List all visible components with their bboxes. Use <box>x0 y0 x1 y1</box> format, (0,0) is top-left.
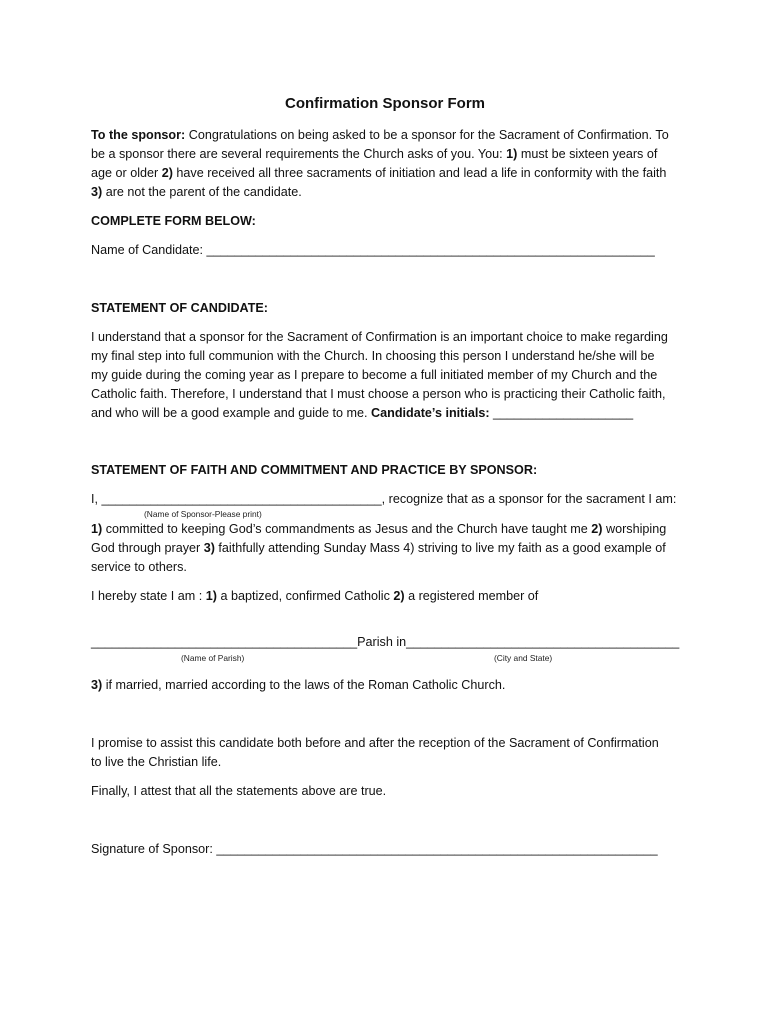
promise-line-2: to live the Christian life. <box>91 755 222 769</box>
complete-form-heading: COMPLETE FORM BELOW: <box>91 214 256 228</box>
sponsor-signature-field[interactable]: Signature of Sponsor: _______________________________________________________________ <box>91 842 658 856</box>
statement-candidate-heading: STATEMENT OF CANDIDATE: <box>91 301 268 315</box>
candidate-statement-line-2: my final step into full communion with the Church. In choosing this person I understand he/she will be <box>91 349 655 363</box>
candidate-initials-field[interactable]: ____________________ <box>489 406 634 420</box>
candidate-initials-label: Candidate’s initials: <box>371 406 490 420</box>
form-title: Confirmation Sponsor Form <box>285 95 485 112</box>
sponsor-commitment-line-3: service to others. <box>91 560 187 574</box>
intro-label: To the sponsor: <box>91 128 186 142</box>
promise-line-1: I promise to assist this candidate both before and after the reception of the Sacrament of Confirmation <box>91 736 659 750</box>
candidate-statement-line-5: and who will be a good example and guide to me. Candidate’s initials: ____________________ <box>91 406 634 420</box>
parish-field[interactable]: ______________________________________Parish in_______________________________________ <box>91 635 680 649</box>
statement-sponsor-heading: STATEMENT OF FAITH AND COMMITMENT AND PRACTICE BY SPONSOR: <box>91 463 538 477</box>
candidate-statement-line-4: Catholic faith. Therefore, I understand that I must choose a person who is practicing their Catholic faith, <box>91 387 666 401</box>
sponsor-commitment-line-2: God through prayer 3) faithfully attending Sunday Mass 4) striving to live my faith as a good example of <box>91 541 666 555</box>
intro-line-2: be a sponsor there are several requirements the Church asks of you. You: 1) must be sixteen years of <box>91 147 658 161</box>
sponsor-commitment-line-1: 1) committed to keeping God’s commandments as Jesus and the Church have taught me 2) worshiping <box>91 522 667 536</box>
candidate-statement-line-3: my guide during the coming year as I prepare to become a full initiated member of my Church and the <box>91 368 658 382</box>
sponsor-name-field[interactable]: I, ________________________________________, recognize that as a sponsor for the sacrament I am: <box>91 492 677 506</box>
hereby-state-line: I hereby state I am : 1) a baptized, confirmed Catholic 2) a registered member of <box>91 589 539 603</box>
candidate-statement-line-1: I understand that a sponsor for the Sacrament of Confirmation is an important choice to make regarding <box>91 330 668 344</box>
sponsor-name-caption: (Name of Sponsor-Please print) <box>144 509 262 519</box>
intro-line-1: To the sponsor: Congratulations on being asked to be a sponsor for the Sacrament of Confirmation. To <box>91 128 669 142</box>
parish-caption: (Name of Parish) <box>181 653 245 663</box>
candidate-name-field[interactable]: Name of Candidate: ________________________________________________________________ <box>91 243 655 257</box>
intro-line-3: age or older 2) have received all three sacraments of initiation and lead a life in conformity with the faith <box>91 166 667 180</box>
married-statement: 3) if married, married according to the laws of the Roman Catholic Church. <box>91 678 506 692</box>
intro-line-4: 3) are not the parent of the candidate. <box>91 185 302 199</box>
attest-line: Finally, I attest that all the statements above are true. <box>91 784 387 798</box>
city-state-caption: (City and State) <box>494 653 553 663</box>
